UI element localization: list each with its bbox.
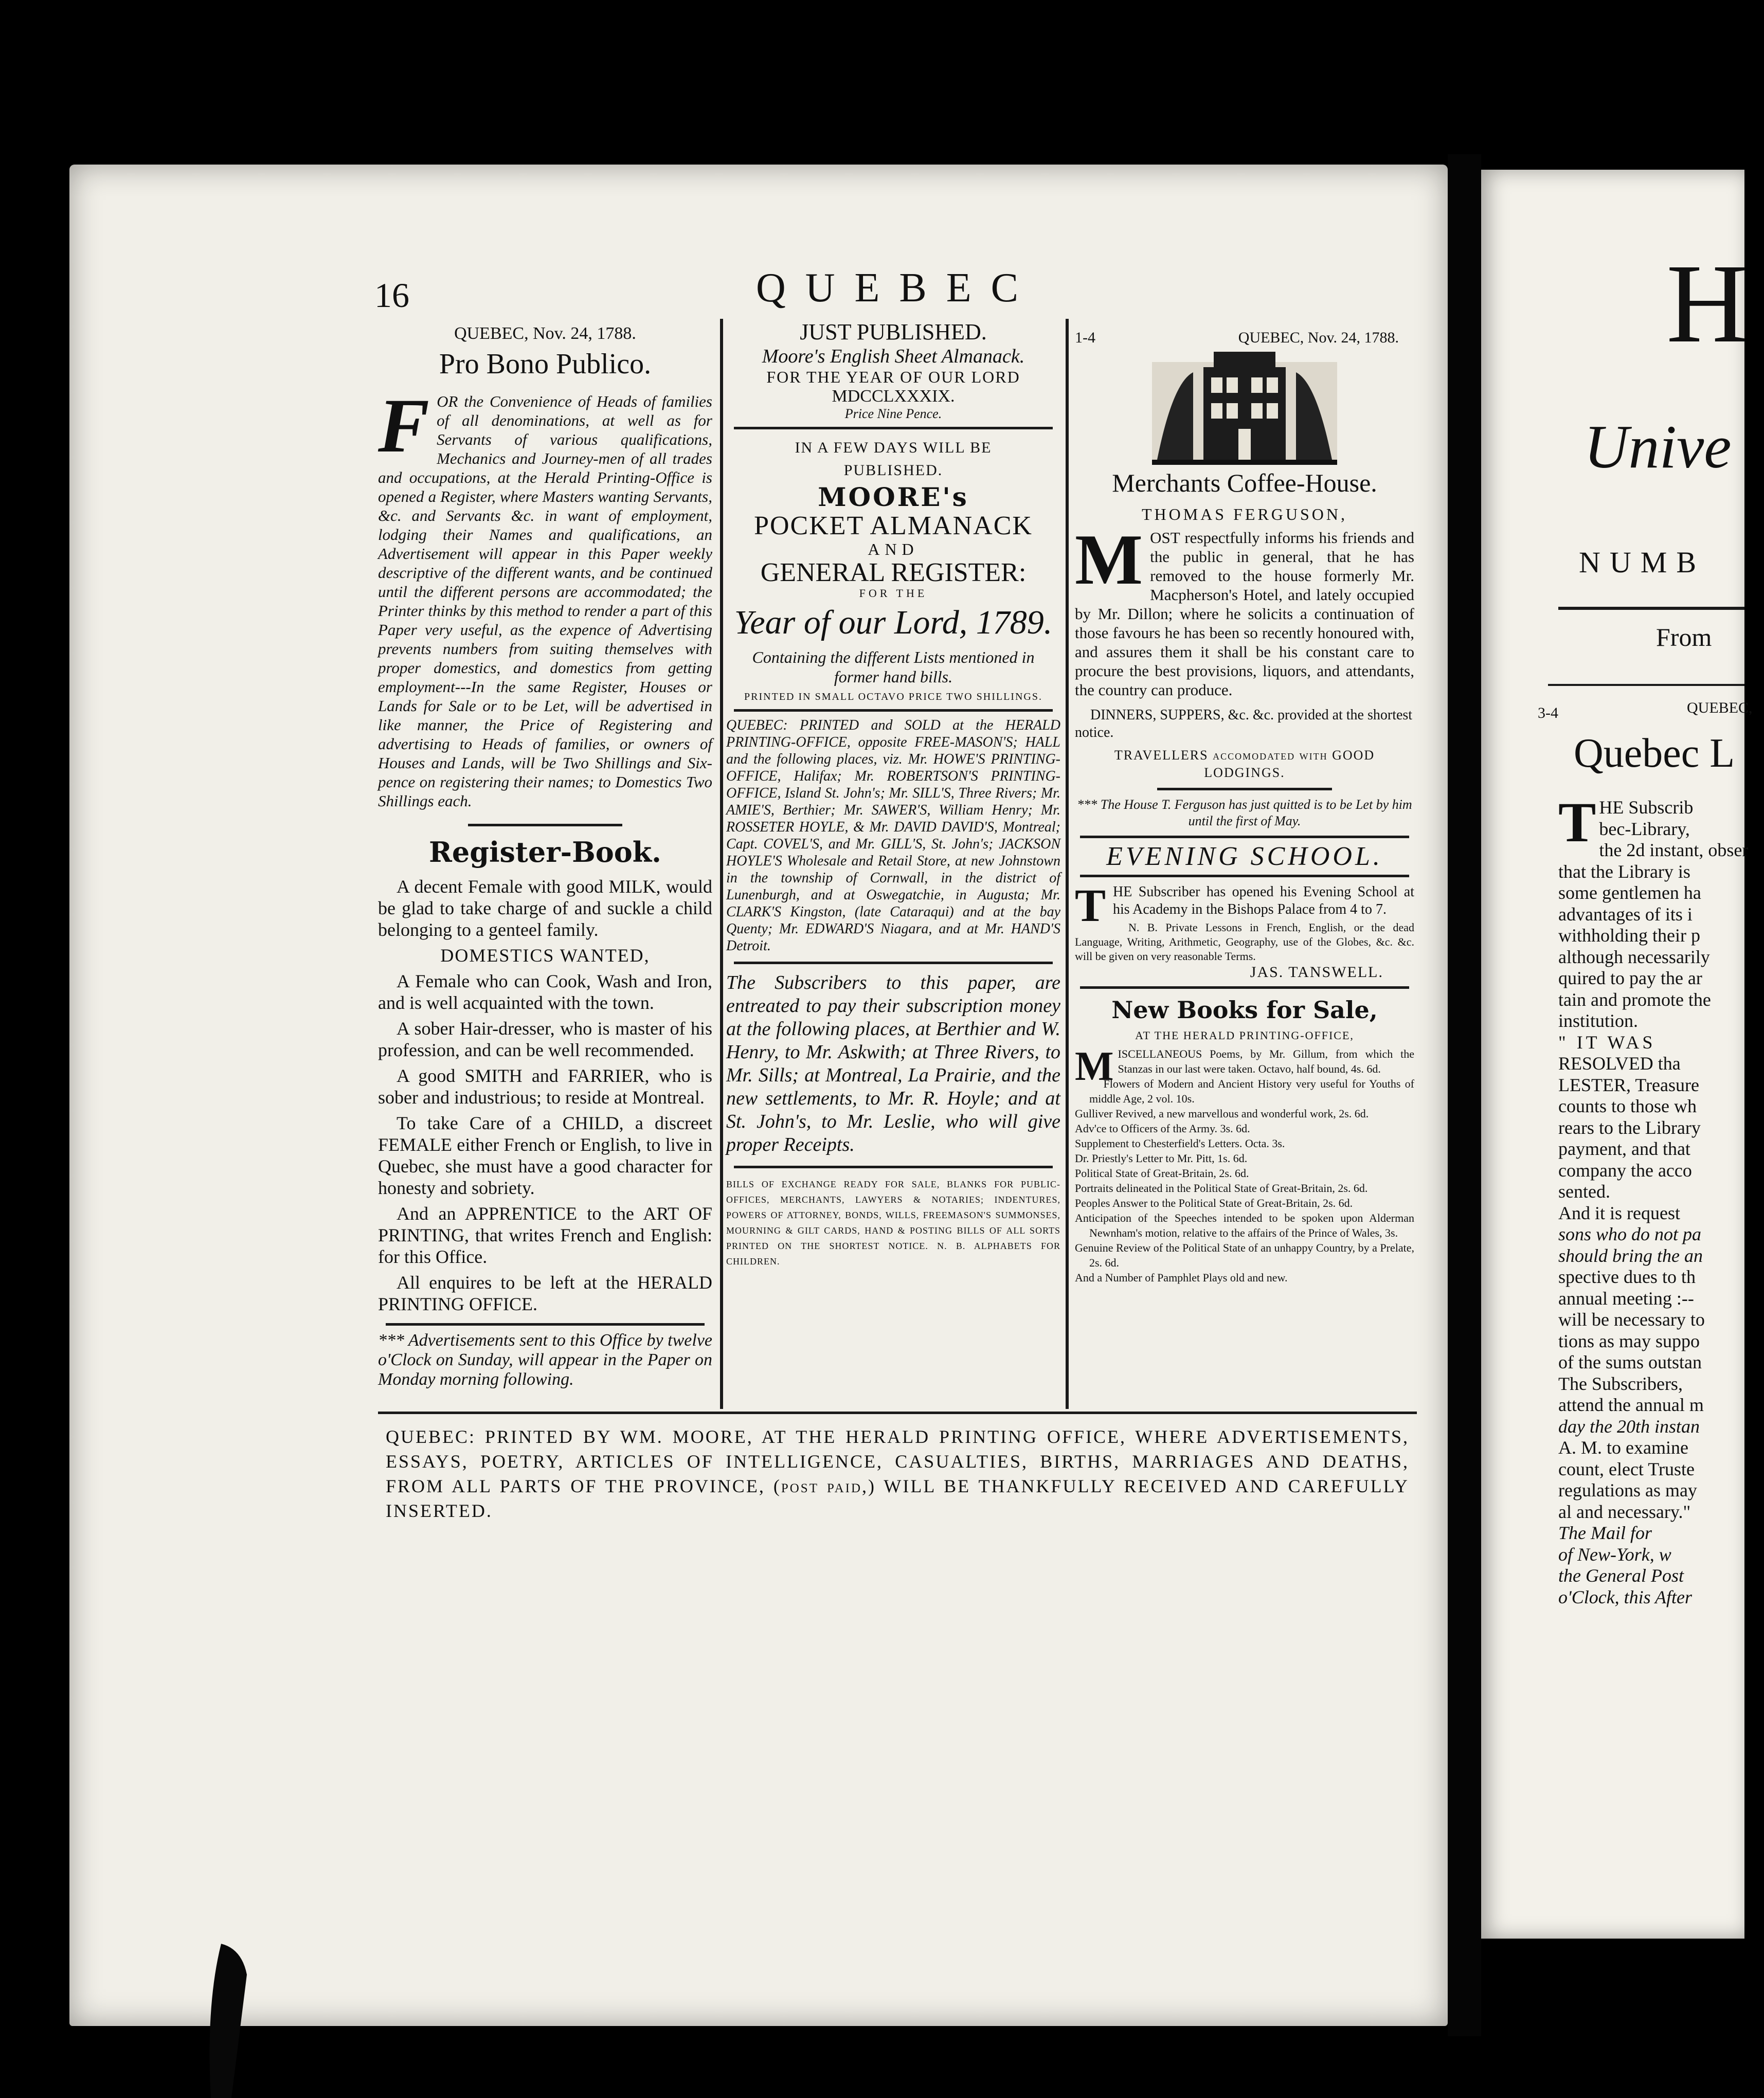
new-books-heading: New Books for Sale, xyxy=(1111,996,1378,1024)
section-rule xyxy=(468,824,622,826)
almanack-price: Price Nine Pence. xyxy=(844,406,942,421)
book-item: Supplement to Chesterfield's Letters. Octa. 3s. xyxy=(1075,1137,1285,1150)
column-3 xyxy=(1075,329,1414,1414)
evening-school-heading: EVENING SCHOOL. xyxy=(1106,842,1383,871)
book-item: Adv'ce to Officers of the Army. 3s. 6d. xyxy=(1075,1122,1250,1135)
register-item: And an APPRENTICE to the ART OF PRINTING, that writes French and English: for this Office. xyxy=(378,1203,712,1267)
next-dateline-fragment: QUEBEC, xyxy=(1687,699,1753,716)
general-register: GENERAL REGISTER: xyxy=(760,558,1027,587)
moores-heading: MOORE's xyxy=(818,482,969,512)
drop-cap: T xyxy=(1558,791,1596,854)
next-page-fragment xyxy=(1481,170,1753,1939)
few-days-notice: IN A FEW DAYS WILL BE PUBLISHED. xyxy=(795,439,992,479)
next-marker: 3-4 xyxy=(1538,704,1558,721)
proprietor-name: THOMAS FERGUSON, xyxy=(1141,505,1348,523)
dateline: QUEBEC, Nov. 24, 1788. xyxy=(454,324,636,343)
register-item: DOMESTICS WANTED, xyxy=(440,945,650,966)
book-item: Dr. Priestly's Letter to Mr. Pitt, 1s. 6d. xyxy=(1075,1152,1248,1165)
masthead-title: QUEBEC xyxy=(756,265,1038,311)
book-item: Anticipation of the Speeches intended to be spoken upon Alderman Newnham's motion, relative to the affairs of the Prince of Wales, 3s. xyxy=(1075,1211,1414,1239)
evening-school-nb: N. B. Private Lessons in French, English, or the dead Language, Writing, Arithmetic, Geography, use of the Globes, &c. &c. will be given on very reasonable Terms. xyxy=(1075,921,1414,963)
evening-school-body: HE Subscriber has opened his Evening School at his Academy in the Bishops Palace from 4 to 7. xyxy=(1113,884,1414,917)
house-to-let: *** The House T. Ferguson has just quitted is to be Let by him until the first of May. xyxy=(1077,797,1412,828)
travellers-line: TRAVELLERS accomodated with GOOD LODGINGS. xyxy=(1114,748,1375,780)
next-rule xyxy=(1558,607,1744,610)
book-item: MISCELLANEOUS Poems, by Mr. Gillum, from which the Stanzas in our last were taken. Octavo, half bound, 4s. 6d. xyxy=(1075,1044,1414,1089)
section-rule xyxy=(734,962,1053,964)
pocket-almanack: POCKET ALMANACK xyxy=(754,511,1033,540)
next-title-fragment: H xyxy=(1666,241,1748,366)
register-list xyxy=(378,876,712,1315)
advertisement-notice: *** Advertisements sent to this Office by twelve o'Clock on Sunday, will appear in the Paper on Monday morning following. xyxy=(378,1331,712,1389)
book-item: Genuine Review of the Political State of an unhappy Country, by a Prelate, 2s. 6d. xyxy=(1075,1241,1414,1269)
dateline: QUEBEC, Nov. 24, 1788. xyxy=(1238,329,1399,346)
register-item: To take Care of a CHILD, a discreet FEMALE either French or English, to live in Quebec, she must have a good character for honesty and sobriety. xyxy=(378,1113,712,1198)
article-pro-bono xyxy=(378,383,712,810)
printed-octavo: PRINTED IN SMALL OCTAVO PRICE TWO SHILLINGS. xyxy=(744,691,1042,702)
next-article-fragment: T HE Subscrib bec-Library, the 2d instant, obser that the Library is some gentlemen ha advantages of its i withholding their p although necessarily quired to pay the ar tain and promote the institution. " IT WAS RESOLVED tha LESTER, Treasure counts to those wh rears to the Library payment, and that company the acco sented. And it is request sons who do not pa should bring the an spective dues to th annual meeting :-- will be necessary to tions as may suppo of the sums outstan The Subscribers, attend the annual m day the 20th instan A. M. to examine count, elect Truste regulations as may al and necessary." The Mail for of New-York, w the General Post o'Clock, this After xyxy=(1558,791,1749,1607)
evening-school-ad xyxy=(1075,880,1414,931)
colophon: QUEBEC: PRINTED BY WM. MOORE, AT THE HERALD PRINTING OFFICE, WHERE ADVERTISEMENTS, ESSAYS, POETRY, ARTICLES OF INTELLIGENCE, CASUALTIES, BIRTHS, MARRIAGES AND DEATHS, FROM ALL PARTS OF THE PROVINCE, (post paid,) WILL BE THANKFULLY RECEIVED AND CAREFULLY INSERTED. xyxy=(386,1426,1409,1521)
new-books-sub: AT THE HERALD PRINTING-OFFICE, xyxy=(1135,1029,1354,1042)
register-item: A good SMITH and FARRIER, who is sober and industrious; to reside at Montreal. xyxy=(378,1065,712,1108)
evening-school-signature: JAS. TANSWELL. xyxy=(1250,964,1383,981)
coffee-house-body: OST respectfully informs his friends and the public in general, that he has removed to the house formerly Mr. Macpherson's Hotel, and lately occupied by Mr. Dillon; where he solicits a continuation of those favours he has been so recently honoured with, and assures them it shall be his constant care to procure the best provisions, liquors, and attendants, the country can produce. xyxy=(1075,529,1414,699)
next-heading-fragment: Quebec L xyxy=(1574,731,1735,776)
column-rule-1 xyxy=(720,319,723,1409)
year-script: Year of our Lord, 1789. xyxy=(734,604,1053,641)
register-item: A sober Hair-dresser, who is master of his profession, and can be well recommended. xyxy=(378,1018,712,1060)
subscribers-notice: The Subscribers to this paper, are entreated to pay their subscription money at the following places, at Berthier and W. Henry, to Mr. Askwith; at Three Rivers, to Mr. Sills; at Montreal, La Prairie, and the new settlements, to Mr. R. Hoyle; and at St. John's, to Mr. Leslie, who will give proper Receipts. xyxy=(726,972,1060,1155)
drop-cap: M xyxy=(1075,1044,1114,1089)
almanack-title: Moore's English Sheet Almanack. xyxy=(762,346,1025,367)
book-item: Portraits delineated in the Political State of Great-Britain, 2s. 6d. xyxy=(1075,1182,1368,1195)
coffee-house-heading: Merchants Coffee-House. xyxy=(1112,468,1377,497)
section-rule xyxy=(1080,875,1409,877)
coffee-house-ad xyxy=(1075,520,1414,699)
book-item: Gulliver Revived, a new marvellous and wonderful work, 2s. 6d. xyxy=(1075,1107,1369,1120)
section-rule xyxy=(734,427,1053,429)
page-number: 16 xyxy=(374,276,409,315)
dinners-line: DINNERS, SUPPERS, &c. &c. provided at the shortest notice. xyxy=(1075,707,1413,740)
books-list xyxy=(1075,1046,1414,1285)
drop-cap: M xyxy=(1075,520,1143,600)
section-rule xyxy=(1157,788,1332,790)
section-rule xyxy=(1080,986,1409,989)
column-rule-2 xyxy=(1066,319,1069,1409)
bills-of-exchange: BILLS OF EXCHANGE READY FOR SALE, BLANKS FOR PUBLIC-OFFICES, MERCHANTS, LAWYERS & NOTARIES; INDENTURES, POWERS OF ATTORNEY, BONDS, WILLS, FREEMASON'S SUMMONSES, MOURNING & GILT CARDS, HAND & POSTING BILLS OF ALL SORTS PRINTED ON THE SHORTEST NOTICE. N. B. ALPHABETS FOR CHILDREN. xyxy=(726,1179,1060,1267)
sold-at-places: QUEBEC: PRINTED and SOLD at the HERALD PRINTING-OFFICE, opposite FREE-MASON'S; HALL and the following places, viz. Mr. HOWE'S PRINTING-OFFICE, Halifax; Mr. ROBERTSON'S PRINTING-OFFICE, Island St. John's; Mr. SILL'S, Three Rivers; Mr. AMIE'S, Berthier; Mr. SAWER'S, William Henry; Mr. ROSSETER HOYLE, & Mr. DAVID DAVID'S, Montreal; Capt. COVEL'S, and Mr. GILL'S, St. John's; JACKSON HOYLE'S Wholesale and Retail Store, at new Johnstown in the township of Cornwall, in the district of Lunenburgh, and at Oswegatchie, in Augusta; Mr. CLARK'S Kingston, (late Cataraqui) and at the bay Quenty; Mr. EDWARD'S Niagara, and at Mr. HAND'S Detroit. xyxy=(726,717,1060,954)
register-item: A Female who can Cook, Wash and Iron, and is well acquainted with the town. xyxy=(378,971,712,1013)
drop-cap: F xyxy=(378,383,430,468)
register-item: All enquires to be left at the HERALD PRINTING OFFICE. xyxy=(378,1272,712,1314)
page-fold-shadow xyxy=(190,1944,252,2098)
for-the: FOR THE xyxy=(859,587,928,600)
heading-pro-bono: Pro Bono Publico. xyxy=(439,348,652,380)
article-body: OR the Convenience of Heads of families of all denominations, at well as for Servants of various qualifications, Mechanics and Journey-men of all trades and occupations, at the Herald Printing-Office is opened a Register, where Masters wanting Servants, &c. and Servants &c. in want of employment, lodging their Names and qualifications, an Advertisement will appear in this Paper weekly descriptive of the different wants, and be continued until the different persons are accommodated; the Printer thinks by this method to render a part of this Paper very useful, as the expence of Advertising prevents numbers from suiting themselves with proper domestics, and domestics from getting employment---In the same Register, Houses or Lands for Sale or to be Let, will be advertised in like manner, the Price of Registering and advertising to Heads of families, or owners of Houses and Lands, will be Two Shillings and Six-pence on registering their names; to Domestics Two Shillings each. xyxy=(378,392,712,810)
dateline-row xyxy=(1075,329,1414,347)
section-rule xyxy=(734,709,1053,712)
just-published: JUST PUBLISHED. xyxy=(800,319,987,345)
page-gutter xyxy=(1448,154,1481,2036)
book-item: Political State of Great-Britain, 2s. 6d. xyxy=(1075,1167,1249,1180)
next-rule xyxy=(1548,684,1744,686)
section-rule xyxy=(1080,836,1409,838)
section-rule xyxy=(386,1323,705,1326)
next-subtitle-fragment: Unive xyxy=(1584,412,1732,481)
column-1 xyxy=(378,324,712,1414)
book-item: Flowers of Modern and Ancient History very useful for Youths of middle Age, 2 vol. 10s. xyxy=(1089,1077,1414,1105)
next-number-fragment: NUMB xyxy=(1579,546,1706,579)
almanack-year-line: FOR THE YEAR OF OUR LORD xyxy=(766,368,1020,386)
drop-cap: T xyxy=(1075,880,1106,931)
issue-marker: 1-4 xyxy=(1075,329,1095,346)
book-item: Peoples Answer to the Political State of Great-Britain, 2s. 6d. xyxy=(1075,1197,1353,1209)
heading-register-book: Register-Book. xyxy=(429,836,661,869)
coffee-house-engraving xyxy=(1152,352,1337,465)
next-from-fragment: From xyxy=(1656,623,1712,652)
colophon-rule xyxy=(378,1412,1417,1414)
containing-lists: Containing the different Lists mentioned in former hand bills. xyxy=(752,648,1035,686)
book-item: And a Number of Pamphlet Plays old and new. xyxy=(1075,1271,1288,1284)
section-rule xyxy=(734,1166,1053,1168)
column-2 xyxy=(726,319,1060,1409)
almanack-year: MDCCLXXXIX. xyxy=(832,387,955,406)
register-item: A decent Female with good MILK, would be glad to take charge of and suckle a child belonging to a genteel family. xyxy=(378,876,712,940)
and-word: AND xyxy=(868,540,919,558)
